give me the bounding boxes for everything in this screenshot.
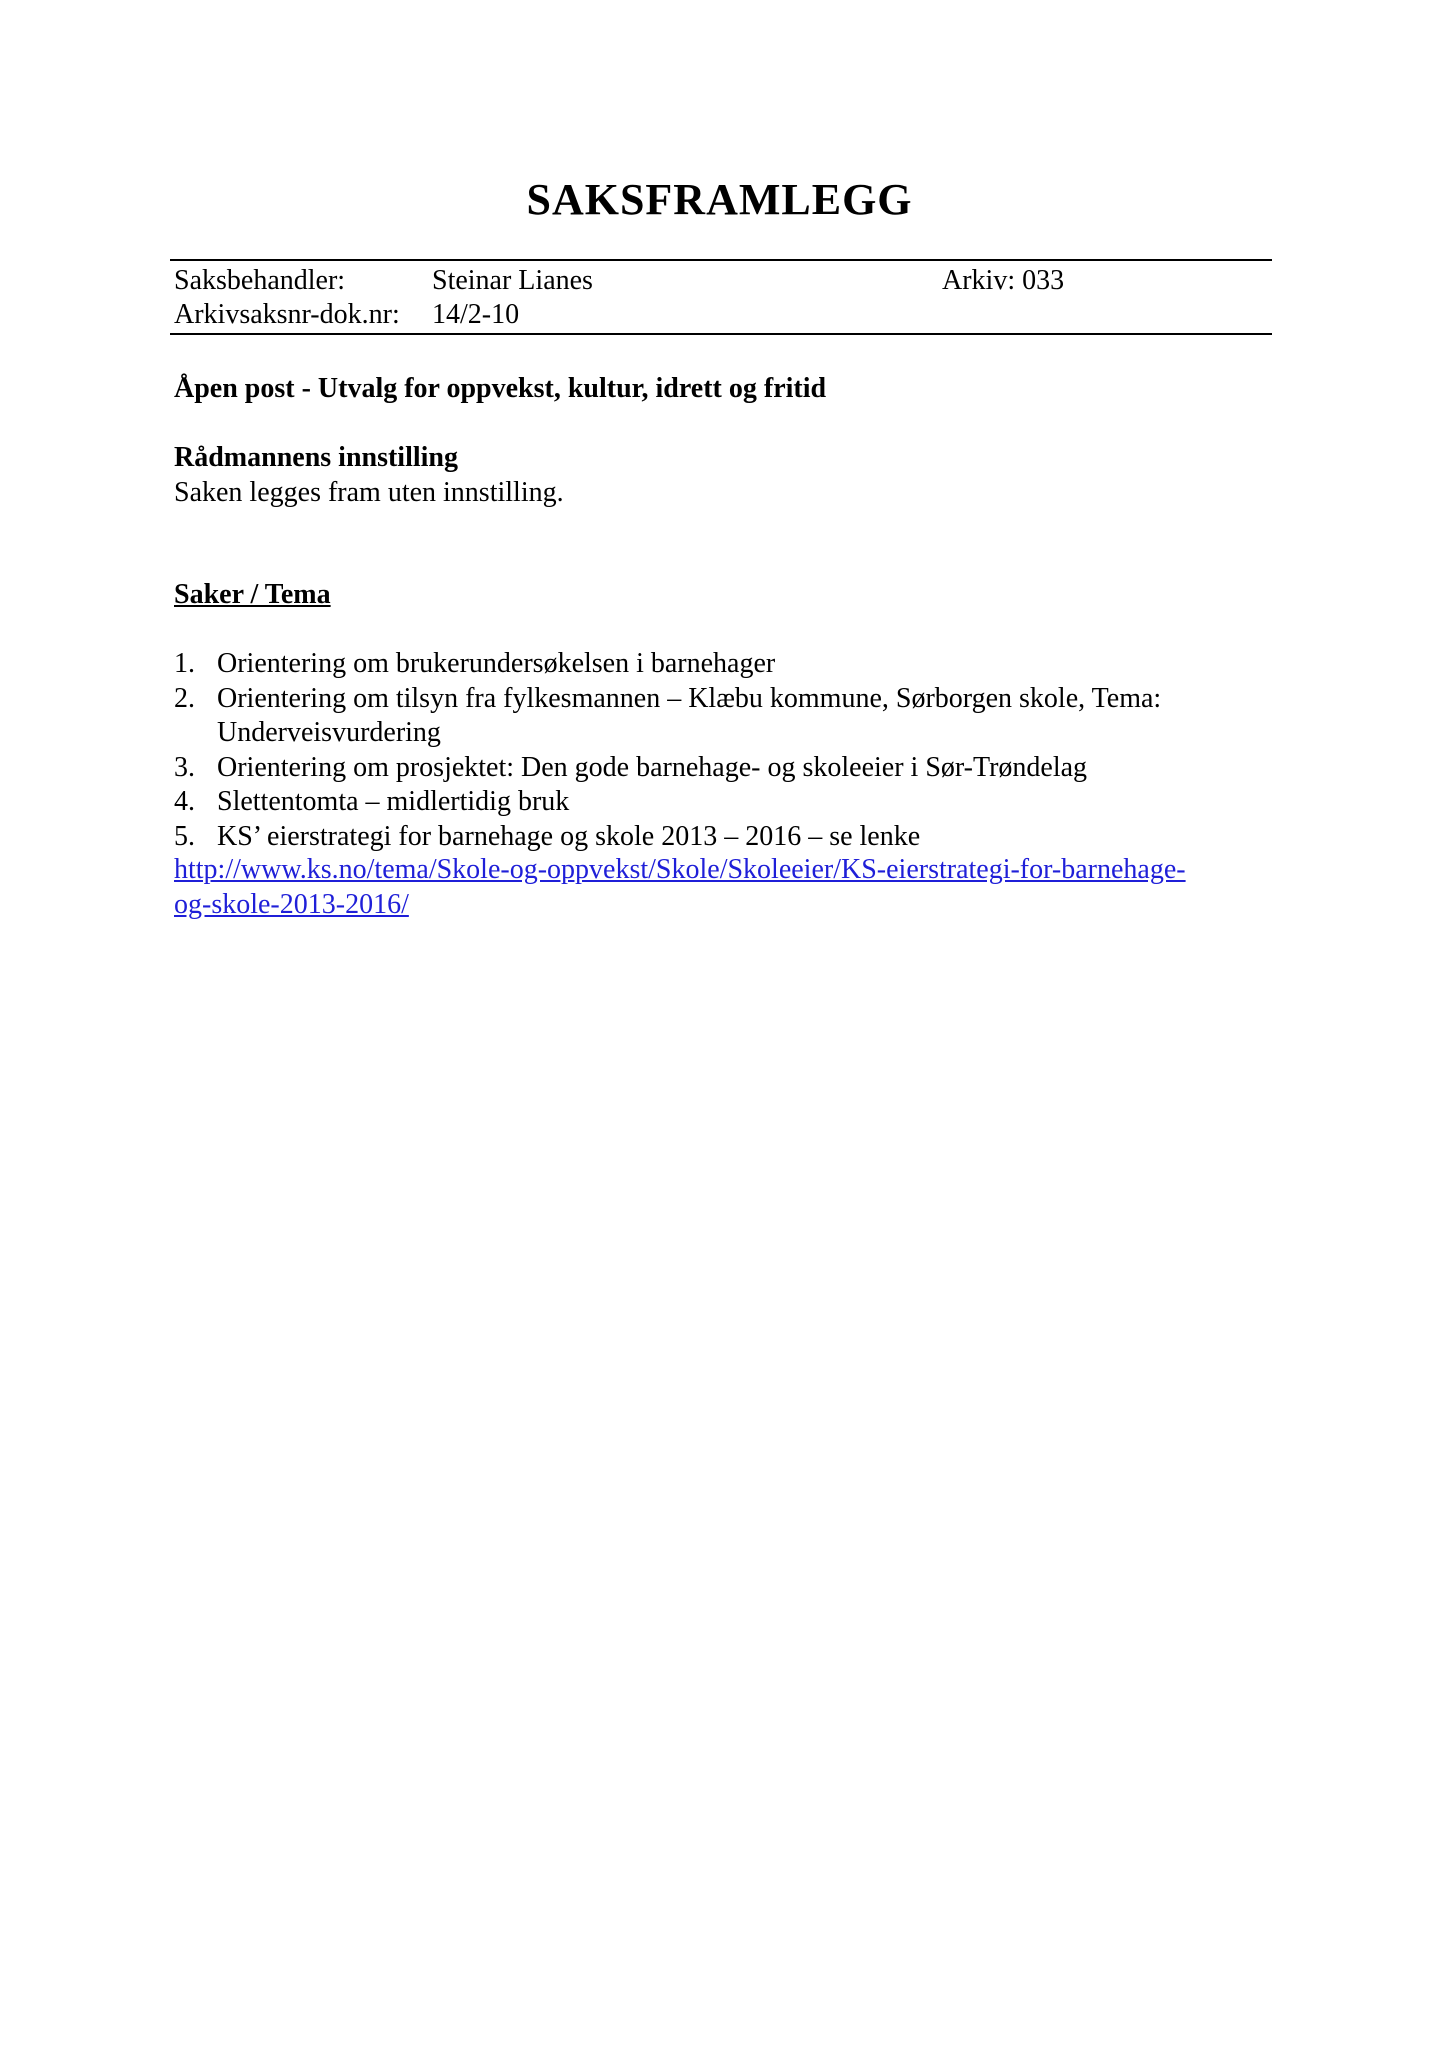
list-item-text: Orientering om prosjektet: Den gode barnehage- og skoleeier i Sør-Trøndelag (217, 751, 1088, 783)
link-line-1[interactable]: http://www.ks.no/tema/Skole-og-oppvekst/Skole/Skoleeier/KS-eierstrategi-for-barnehage- (174, 854, 1186, 885)
list-item (174, 647, 1274, 682)
recommendation-heading: Rådmannens innstilling (174, 442, 458, 473)
list-item-number: 1. (174, 648, 195, 679)
header-top-rule (170, 259, 1272, 261)
ks-strategy-link[interactable] (174, 853, 1254, 922)
list-item-text: Orientering om brukerundersøkelsen i barnehager (217, 648, 776, 679)
list-item (174, 751, 1274, 786)
archive-value: Arkiv: 033 (942, 265, 1065, 296)
list-item-text: Orientering om tilsyn fra fylkesmannen – Klæbu kommune, Sørborgen skole, Tema: Underveisvurdering (217, 682, 1162, 748)
list-item (174, 682, 1274, 751)
subject-heading: Åpen post - Utvalg for oppvekst, kultur, idrett og fritid (174, 373, 827, 404)
list-item-text: Slettentomta – midlertidig bruk (217, 786, 570, 817)
caseno-label: Arkivsaksnr-dok.nr: (174, 299, 400, 330)
topics-list (174, 647, 1274, 854)
link-line-2[interactable]: og-skole-2013-2016/ (174, 888, 409, 920)
list-item (174, 785, 1274, 820)
list-item-number: 2. (174, 682, 195, 714)
header-bottom-rule (170, 333, 1272, 335)
list-item-text: KS’ eierstrategi for barnehage og skole 2013 – 2016 – se lenke (217, 820, 921, 852)
list-item-number: 5. (174, 820, 195, 852)
handler-value: Steinar Lianes (432, 265, 593, 296)
list-item (174, 820, 1274, 855)
handler-label: Saksbehandler: (174, 265, 346, 296)
topics-heading: Saker / Tema (174, 579, 331, 610)
list-item-number: 4. (174, 786, 195, 817)
caseno-value: 14/2-10 (432, 299, 520, 330)
recommendation-text: Saken legges fram uten innstilling. (174, 477, 564, 508)
list-item-number: 3. (174, 751, 195, 783)
document-title: SAKSFRAMLEGG (526, 175, 913, 224)
